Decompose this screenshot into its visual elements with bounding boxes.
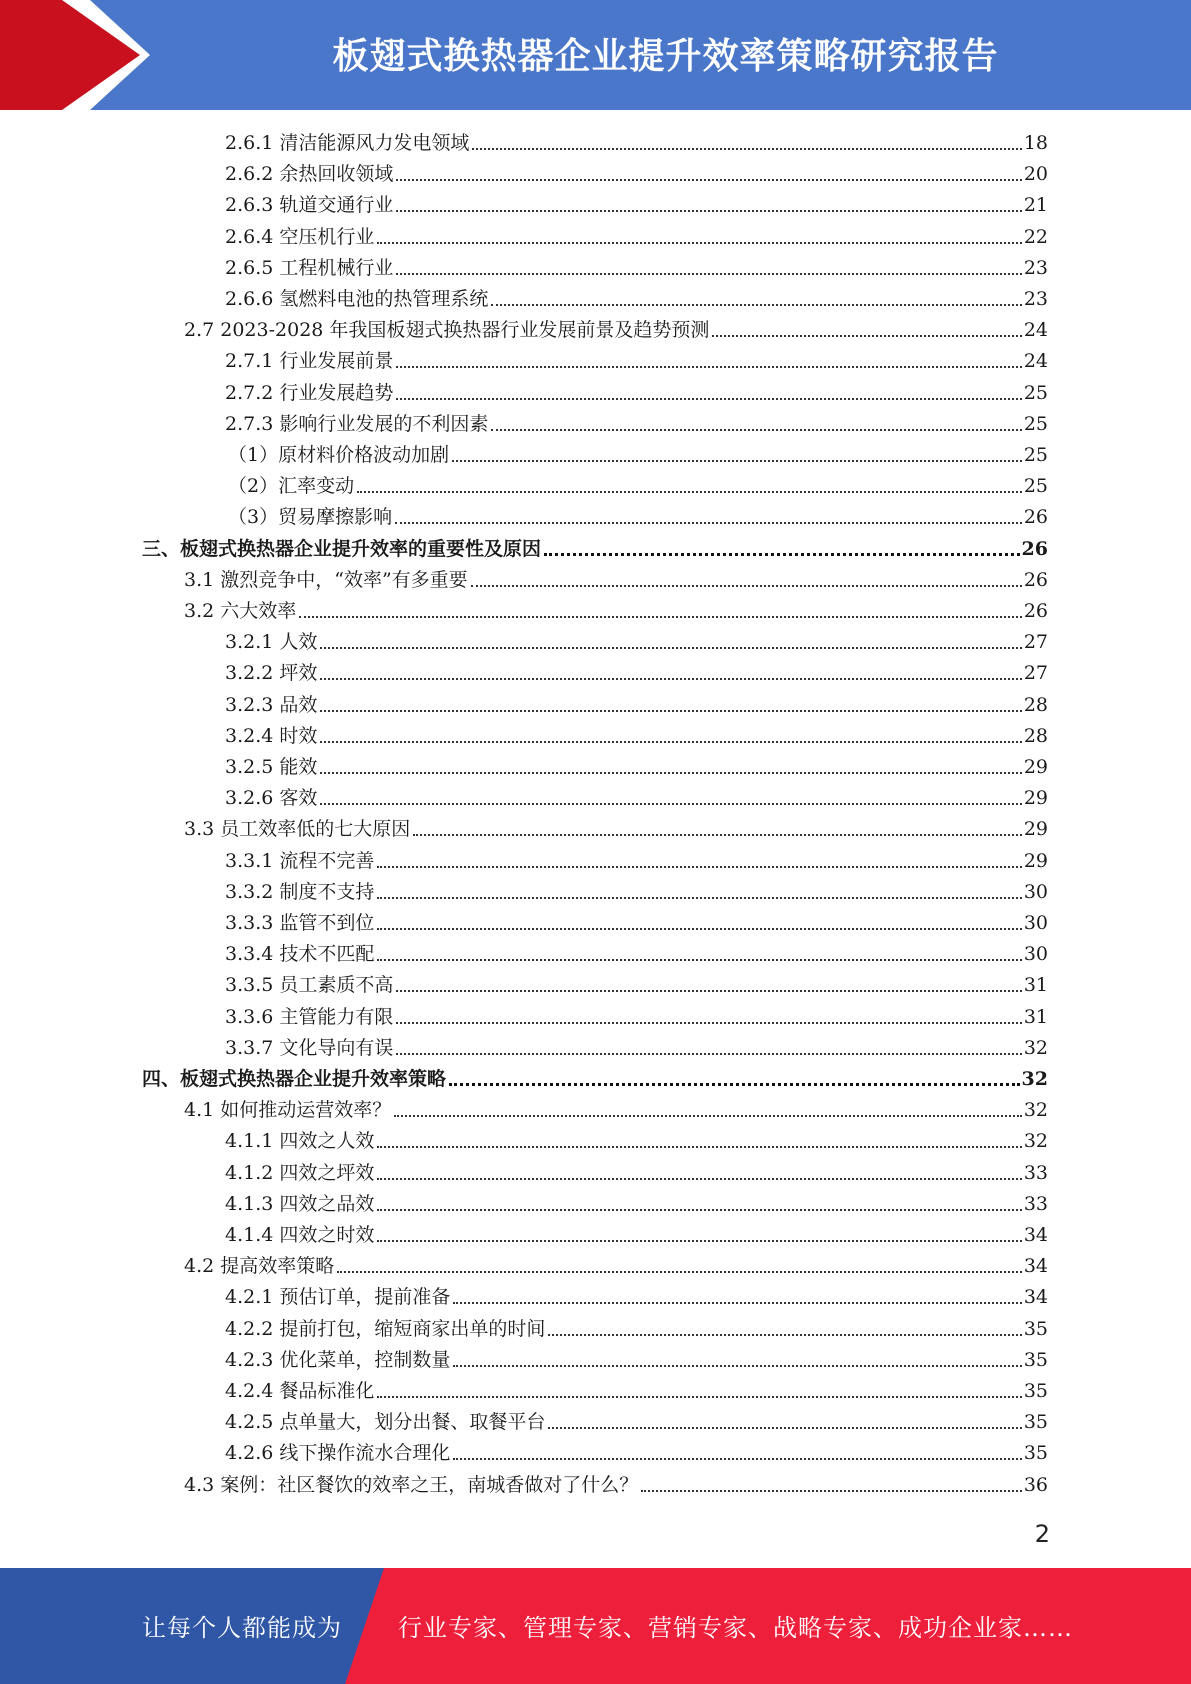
toc-entry[interactable] — [225, 1000, 1048, 1030]
toc-entry-label: 2.7 2023-2028 年我国板翅式换热器行业发展前景及趋势预测 — [184, 319, 710, 342]
toc-entry[interactable] — [225, 781, 1048, 811]
toc-dot-leader — [320, 710, 1021, 712]
toc-entry-page: 34 — [1023, 1224, 1048, 1246]
toc-entry-label: 3.3 员工效率低的七大原因 — [184, 818, 411, 841]
toc-entry[interactable] — [225, 906, 1048, 936]
report-title: 板翅式换热器企业提升效率策略研究报告 — [332, 36, 999, 77]
toc-entry-page: 35 — [1023, 1317, 1048, 1340]
toc-entry-page: 21 — [1023, 194, 1048, 217]
toc-entry[interactable] — [225, 157, 1048, 187]
toc-entry-label: 4.2.6 线下操作流水合理化 — [225, 1442, 451, 1465]
toc-entry[interactable] — [225, 1280, 1048, 1310]
toc-entry-label: 2.6.3 轨道交通行业 — [225, 194, 394, 217]
toc-entry-label: 4.3 案例：社区餐饮的效率之王，南城香做对了什么？ — [184, 1473, 639, 1496]
toc-entry-page: 35 — [1023, 1348, 1048, 1371]
footer-slogan-right: 行业专家、管理专家、营销专家、战略专家、成功企业家…… — [398, 1614, 1073, 1642]
toc-entry-page: 20 — [1023, 163, 1048, 186]
toc-entry-page: 27 — [1023, 631, 1048, 654]
toc-entry[interactable] — [225, 1312, 1048, 1342]
toc-dot-leader — [396, 398, 1021, 400]
toc-entry-page: 26 — [1023, 600, 1048, 622]
toc-entry[interactable] — [225, 1124, 1048, 1154]
toc-dot-leader — [396, 990, 1021, 992]
toc-entry-page: 25 — [1023, 475, 1048, 498]
toc-dot-leader — [377, 928, 1021, 930]
toc-entry-label: 三、板翅式换热器企业提升效率的重要性及原因 — [142, 537, 542, 560]
toc-entry-page: 23 — [1023, 256, 1048, 279]
toc-dot-leader — [396, 366, 1021, 368]
toc-entry-page: 32 — [1023, 1036, 1048, 1059]
toc-entry-label: 3.2.5 能效 — [225, 756, 318, 778]
toc-entry[interactable] — [225, 844, 1048, 874]
toc-entry-page: 31 — [1023, 1005, 1048, 1028]
toc-entry[interactable] — [225, 407, 1048, 437]
toc-entry-label: 3.2.6 客效 — [225, 787, 318, 810]
toc-entry-label: 3.1 激烈竞争中，“效率”有多重要 — [184, 568, 468, 591]
toc-entry-page: 30 — [1023, 912, 1048, 934]
toc-entry-label: 4.1.4 四效之时效 — [225, 1224, 375, 1246]
toc-dot-leader — [320, 803, 1021, 805]
toc-entry-label: 3.2.1 人效 — [225, 631, 318, 654]
toc-entry-page: 26 — [1023, 506, 1048, 529]
toc-entry[interactable] — [225, 1436, 1048, 1466]
toc-entry-page: 29 — [1023, 756, 1048, 778]
toc-entry-page: 22 — [1023, 225, 1048, 248]
toc-entry-label: 2.6.4 空压机行业 — [225, 225, 375, 248]
toc-entry-page: 25 — [1023, 444, 1048, 466]
toc-dot-leader — [396, 210, 1021, 212]
toc-entry[interactable] — [184, 1093, 1048, 1123]
toc-dot-leader — [548, 1334, 1021, 1336]
toc-entry-label: （1）原材料价格波动加剧 — [228, 444, 450, 466]
toc-dot-leader — [712, 335, 1021, 337]
toc-entry[interactable] — [225, 251, 1048, 281]
toc-entry[interactable] — [225, 344, 1048, 374]
toc-entry[interactable] — [225, 1156, 1048, 1186]
toc-dot-leader — [377, 1178, 1021, 1180]
toc-entry-page: 35 — [1023, 1380, 1048, 1402]
toc-entry-page: 34 — [1023, 1255, 1048, 1278]
toc-dot-leader — [453, 1458, 1021, 1460]
toc-entry[interactable] — [184, 563, 1048, 593]
toc-dot-leader — [299, 616, 1022, 618]
toc-entry-page: 32 — [1021, 1068, 1048, 1090]
toc-entry-page: 33 — [1023, 1192, 1048, 1215]
toc-entry[interactable] — [225, 282, 1048, 312]
toc-dot-leader — [320, 678, 1021, 680]
toc-entry-page: 34 — [1023, 1286, 1048, 1309]
toc-entry[interactable] — [225, 656, 1048, 686]
toc-entry[interactable] — [228, 469, 1048, 499]
toc-entry[interactable] — [225, 1343, 1048, 1373]
toc-entry-page: 26 — [1023, 568, 1048, 591]
toc-dot-leader — [396, 1022, 1021, 1024]
toc-entry[interactable] — [225, 1405, 1048, 1435]
toc-entry[interactable] — [225, 376, 1048, 406]
toc-entry-page: 33 — [1023, 1161, 1048, 1184]
toc-entry-label: 3.3.3 监管不到位 — [225, 912, 375, 934]
toc-dot-leader — [395, 522, 1022, 524]
toc-dot-leader — [377, 866, 1021, 868]
toc-dot-leader — [491, 304, 1021, 306]
toc-dot-leader — [377, 1209, 1021, 1211]
toc-entry[interactable] — [228, 500, 1048, 530]
toc-dot-leader — [544, 553, 1020, 556]
toc-entry-page: 35 — [1023, 1411, 1048, 1434]
toc-entry[interactable] — [184, 1249, 1048, 1279]
toc-entry[interactable] — [225, 719, 1048, 749]
toc-entry-label: 3.3.4 技术不匹配 — [225, 943, 375, 966]
toc-dot-leader — [377, 1396, 1021, 1398]
toc-entry-label: 4.1.1 四效之人效 — [225, 1130, 375, 1153]
toc-entry-label: 2.7.3 影响行业发展的不利因素 — [225, 412, 489, 435]
toc-dot-leader — [320, 741, 1021, 743]
toc-entry-label: 2.6.2 余热回收领域 — [225, 163, 394, 186]
toc-entry-label: 4.2.3 优化菜单，控制数量 — [225, 1348, 451, 1371]
toc-entry-label: 4.2 提高效率策略 — [184, 1255, 335, 1278]
toc-entry[interactable] — [184, 594, 1048, 624]
toc-entry[interactable] — [225, 1031, 1048, 1061]
toc-entry[interactable] — [225, 937, 1048, 967]
toc-entry-label: 4.1 如何推动运营效率？ — [184, 1099, 392, 1122]
toc-dot-leader — [449, 1083, 1020, 1086]
toc-dot-leader — [377, 897, 1021, 899]
toc-entry-page: 28 — [1023, 693, 1048, 716]
toc-entry-page: 31 — [1023, 974, 1048, 997]
toc-dot-leader — [548, 1427, 1021, 1429]
toc-dot-leader — [377, 1146, 1021, 1148]
toc-chapter-entry[interactable] — [142, 532, 1048, 562]
toc-entry[interactable] — [225, 875, 1048, 905]
toc-entry-page: 25 — [1023, 412, 1048, 435]
toc-dot-leader — [413, 834, 1022, 836]
toc-entry-label: 2.6.5 工程机械行业 — [225, 256, 394, 279]
toc-dot-leader — [396, 273, 1021, 275]
toc-entry-label: 3.2.4 时效 — [225, 724, 318, 747]
toc-entry[interactable] — [225, 126, 1048, 156]
toc-entry[interactable] — [225, 688, 1048, 718]
toc-entry-page: 30 — [1023, 943, 1048, 966]
toc-entry-page: 29 — [1023, 787, 1048, 810]
toc-entry-label: 2.7.1 行业发展前景 — [225, 350, 394, 373]
toc-dot-leader — [320, 772, 1021, 774]
toc-entry-label: 3.3.1 流程不完善 — [225, 849, 375, 872]
toc-entry[interactable] — [225, 968, 1048, 998]
toc-entry-page: 29 — [1023, 849, 1048, 872]
toc-chapter-entry[interactable] — [142, 1062, 1048, 1092]
toc-entry-label: （3）贸易摩擦影响 — [228, 506, 393, 529]
toc-entry-label: 3.2.2 坪效 — [225, 662, 318, 685]
toc-entry[interactable] — [184, 812, 1048, 842]
toc-entry-label: 3.2 六大效率 — [184, 600, 297, 622]
toc-entry-page: 28 — [1023, 724, 1048, 747]
toc-entry-page: 25 — [1023, 381, 1048, 404]
toc-entry-page: 24 — [1023, 350, 1048, 373]
toc-dot-leader — [453, 1302, 1021, 1304]
toc-entry[interactable] — [184, 313, 1048, 343]
toc-dot-leader — [453, 1365, 1021, 1367]
toc-entry[interactable] — [225, 750, 1048, 780]
toc-dot-leader — [471, 585, 1022, 587]
page-footer — [0, 1568, 1191, 1684]
toc-dot-leader — [452, 460, 1022, 462]
toc-dot-leader — [377, 959, 1021, 961]
toc-entry-page: 29 — [1023, 818, 1048, 841]
toc-dot-leader — [357, 491, 1022, 493]
toc-dot-leader — [394, 1115, 1022, 1117]
page-number: 2 — [1034, 1520, 1050, 1548]
toc-entry[interactable] — [225, 188, 1048, 218]
toc-dot-leader — [377, 242, 1021, 244]
toc-entry[interactable] — [225, 1218, 1048, 1248]
toc-entry-label: （2）汇率变动 — [228, 475, 355, 498]
toc-dot-leader — [396, 179, 1021, 181]
toc-entry-label: 4.2.4 餐品标准化 — [225, 1380, 375, 1402]
toc-entry-page: 30 — [1023, 880, 1048, 903]
toc-entry-label: 3.3.7 文化导向有误 — [225, 1036, 394, 1059]
toc-entry-page: 35 — [1023, 1442, 1048, 1465]
toc-entry-page: 24 — [1023, 319, 1048, 342]
toc-entry[interactable] — [228, 438, 1048, 468]
toc-entry-label: 2.7.2 行业发展趋势 — [225, 381, 394, 404]
toc-entry-page: 26 — [1021, 537, 1048, 560]
toc-entry-page: 32 — [1023, 1099, 1048, 1122]
toc-entry-label: 4.2.1 预估订单，提前准备 — [225, 1286, 451, 1309]
page-header — [0, 0, 1191, 110]
toc-entry-label: 4.2.5 点单量大，划分出餐、取餐平台 — [225, 1411, 546, 1434]
toc-entry-page: 36 — [1023, 1473, 1048, 1496]
toc-dot-leader — [377, 1240, 1021, 1242]
toc-dot-leader — [396, 1053, 1021, 1055]
toc-entry-label: 4.1.3 四效之品效 — [225, 1192, 375, 1215]
toc-entry-label: 3.3.5 员工素质不高 — [225, 974, 394, 997]
toc-entry-label: 3.3.2 制度不支持 — [225, 880, 375, 903]
header-arrow-decoration — [0, 0, 200, 110]
toc-entry-label: 四、板翅式换热器企业提升效率策略 — [142, 1068, 447, 1090]
toc-entry-page: 27 — [1023, 662, 1048, 685]
toc-dot-leader — [491, 429, 1021, 431]
toc-entry-label: 3.2.3 品效 — [225, 693, 318, 716]
toc-entry-label: 2.6.6 氢燃料电池的热管理系统 — [225, 288, 489, 310]
toc-entry-page: 18 — [1023, 132, 1048, 154]
toc-dot-leader — [320, 647, 1021, 649]
toc-dot-leader — [337, 1271, 1022, 1273]
toc-entry-label: 4.2.2 提前打包，缩短商家出单的时间 — [225, 1317, 546, 1340]
toc-dot-leader — [472, 148, 1021, 150]
toc-entry-label: 3.3.6 主管能力有限 — [225, 1005, 394, 1028]
toc-entry-page: 32 — [1023, 1130, 1048, 1153]
footer-slogan-left: 让每个人都能成为 — [142, 1614, 342, 1642]
toc-entry[interactable] — [225, 625, 1048, 655]
toc-entry[interactable] — [225, 220, 1048, 250]
toc-entry[interactable] — [225, 1374, 1048, 1404]
toc-entry-page: 23 — [1023, 288, 1048, 310]
toc-dot-leader — [641, 1490, 1022, 1492]
toc-entry-label: 2.6.1 清洁能源风力发电领域 — [225, 132, 470, 154]
toc-entry[interactable] — [225, 1187, 1048, 1217]
toc-entry[interactable] — [184, 1468, 1048, 1498]
toc-entry-label: 4.1.2 四效之坪效 — [225, 1161, 375, 1184]
